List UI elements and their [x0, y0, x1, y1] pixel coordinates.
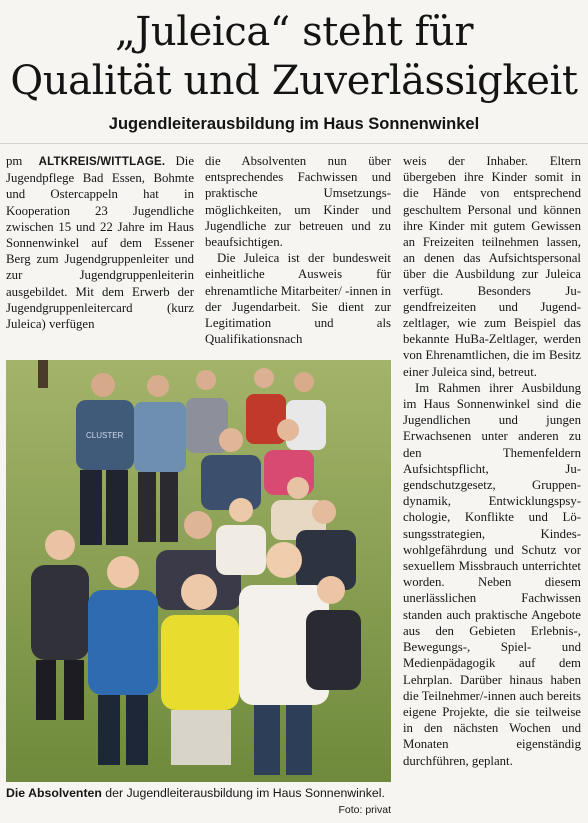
- lead-paragraph: [6, 153, 194, 332]
- header-divider: [0, 143, 588, 144]
- tree-trunk: [38, 360, 48, 388]
- caption-text: der Jugendleiterausbildung im Haus Sonnenwinkel.: [101, 786, 385, 800]
- group-photo-illustration: [6, 360, 391, 782]
- lead-text: Die Jugendpflege Bad Essen, Bohmte und Ostercappeln hat in Kooperation 23 Jugendliche zwischen 15 und 22 Jahre im Haus Sonnenwinkel auf dem Essener Berg zum Jugendgruppenleiter und zur Jugendgruppenleiterin ausgebildet. Mit dem Erwerb der Jugendgruppenleitercard (kurz Juleica) verfügen: [6, 154, 194, 332]
- paragraph: Die Juleica ist der bundesweit einheitliche Ausweis für ehrenamtliche Mitarbeiter/ -innen in der Jugendarbeit. Sie dient zur Legitimation und als Qualifikationsnach: [205, 251, 391, 347]
- headline-line-1: „Juleica“ steht für: [114, 9, 474, 55]
- shirt-print: CLUSTER: [86, 431, 124, 440]
- subheadline: Jugendleiterausbildung im Haus Sonnenwinkel: [108, 115, 480, 133]
- article-column-2: [205, 153, 391, 347]
- caption-bold: Die Absolventen: [6, 786, 102, 800]
- article-column-3: [403, 153, 581, 769]
- paragraph: die Absolventen nun über entsprechendes Fachwissen und praktische Umsetzungsmöglichkeiten, um Kinder und Jugendliche zur betreuen und zu beaufsichtigen.: [205, 154, 391, 250]
- article-column-1: [6, 153, 194, 332]
- headline: [0, 8, 588, 106]
- byline: pm: [6, 154, 23, 168]
- headline-line-2: Qualität und Zuverlässigkeit: [10, 58, 578, 104]
- paragraph: weis der Inhaber. Eltern übergeben ihre Kinder somit in die Hände von entsprechend geschultem Personal und können ihre Kinder mit gutem Gewissen an Freizeiten teilnehmen lassen, an denen das Aufsichtspersonal über die Ausbildung zur Juleica verfügt. Besonders Jugendfreizeiten und Jugendzeltlager, wie zum Beispiel das bekannte HuBa-Zeltlager, werden von Ehrenamtlichen, die im Besitz einer Juleica sind, betreut.: [403, 154, 581, 379]
- photo-credit: Foto: privat: [338, 804, 391, 816]
- group-photo: [6, 360, 391, 782]
- dateline: ALTKREIS/WITTLAGE.: [38, 156, 166, 168]
- photo-caption: [6, 786, 391, 818]
- paragraph: Im Rahmen ihrer Ausbildung im Haus Sonnenwinkel sind die Jugendlichen und jungen Erwachsenen unter anderen zu den Themenfeldern Aufsichtspflicht, Jugendschutzgesetz, Gruppendynamik, Entwicklungspsychologie, Konflikte und Lösungsstrategien, Kindeswohlgefährdung und Schutz vor sexuellem Missbrauch unterrichtet worden. Neben diesem unerlässlichen Fachwissen standen auch praktische Angebote aus den Gebieten Erlebnis-, Bewegungs-, Spiel- und Medienpädagogik auf dem Lehrplan. Darüber hinaus haben die Teilnehmer/-innen auch bereits eigene Projekte, die sie teilweise in den nächsten Wochen und Monaten eigenständig durchführen, geplant.: [403, 380, 581, 768]
